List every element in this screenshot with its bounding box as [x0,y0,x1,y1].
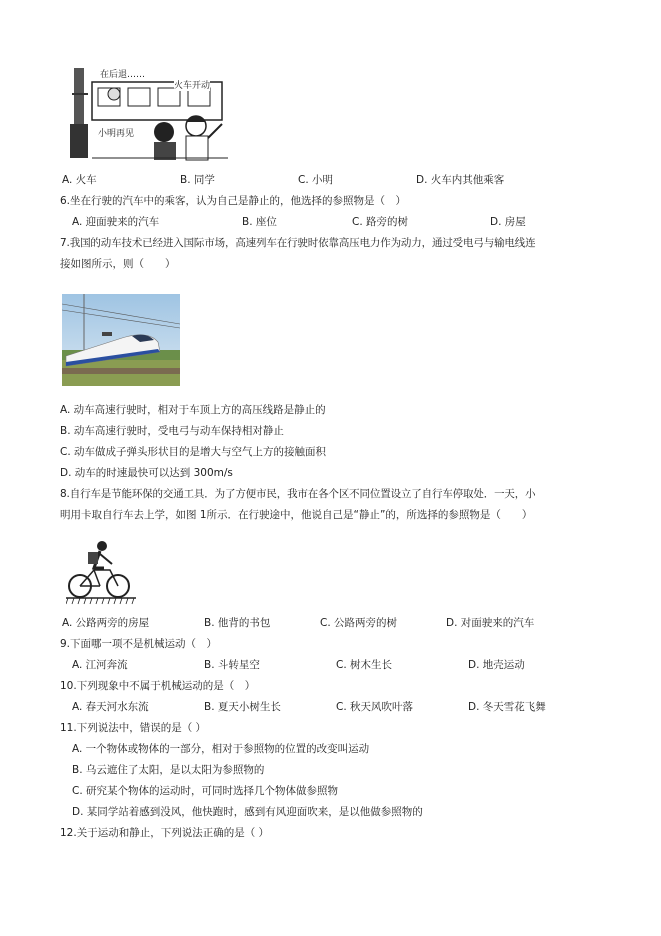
bullet-train-photo [62,294,180,386]
q9-option-b: B. 斗转星空 [204,659,260,671]
q11-option-d: D. 某同学站着感到没风，他快跑时，感到有风迎面吹来，是以他做参照物的 [72,806,423,818]
q8-option-b: B. 他背的书包 [204,617,271,629]
q5-option-d: D. 火车内其他乘客 [416,174,505,186]
cartoon-label-bye: 小明再见 [98,126,134,139]
q11-option-a: A. 一个物体或物体的一部分，相对于参照物的位置的改变叫运动 [72,743,370,755]
q10-stem: 10.下列现象中不属于机械运动的是（ ） [60,680,256,692]
q9-option-d: D. 地壳运动 [468,659,525,671]
q11-option-c: C. 研究某个物体的运动时，可同时选择几个物体做参照物 [72,785,339,797]
q11-option-b: B. 乌云遮住了太阳，是以太阳为参照物的 [72,764,265,776]
q8-option-a: A. 公路两旁的房屋 [62,617,150,629]
q6-option-a: A. 迎面驶来的汽车 [72,216,160,228]
q5-option-a: A. 火车 [62,174,97,186]
q8-stem-line2: 明用卡取自行车去上学，如图 1所示．在行驶途中，他说自己是“静止”的，所选择的参照物是（ ） [60,509,533,521]
q8-option-c: C. 公路两旁的树 [320,617,398,629]
q9-option-a: A. 江河奔流 [72,659,128,671]
q7-option-b: B. 动车高速行驶时，受电弓与动车保持相对静止 [60,425,284,437]
q10-option-b: B. 夏天小树生长 [204,701,281,713]
q5-option-b: B. 同学 [180,174,215,186]
cyclist-figure [66,540,136,606]
cartoon-label-train: 火车开动 [174,78,210,91]
q6-stem: 6.坐在行驶的汽车中的乘客，认为自己是静止的，他选择的参照物是（ ） [60,195,407,207]
q6-option-d: D. 房屋 [490,216,526,228]
bullet-train-figure [62,294,180,386]
q7-option-d: D. 动车的时速最快可以达到 300m/s [60,467,233,479]
q5-option-c: C. 小明 [298,174,334,186]
q11-stem: 11.下列说法中，错误的是（ ） [60,722,207,734]
q9-option-c: C. 树木生长 [336,659,393,671]
cyclist-drawing [66,540,136,606]
q8-stem-line1: 8.自行车是节能环保的交通工具．为了方便市民，我市在各个区不同位置设立了自行车停取处．一天，小 [60,488,536,500]
q7-option-a: A. 动车高速行驶时，相对于车顶上方的高压线路是静止的 [60,404,326,416]
q8-option-d: D. 对面驶来的汽车 [446,617,535,629]
train-cartoon-figure [68,64,228,162]
q7-stem-line1: 7.我国的动车技术已经进入国际市场，高速列车在行驶时依靠高压电力作为动力，通过受电弓与输电线连 [60,237,536,249]
cartoon-label-back: 在后退…… [100,67,145,80]
q10-option-a: A. 春天河水东流 [72,701,149,713]
q6-option-b: B. 座位 [242,216,277,228]
q6-option-c: C. 路旁的树 [352,216,409,228]
q12-stem: 12.关于运动和静止，下列说法正确的是（ ） [60,827,270,839]
q10-option-c: C. 秋天风吹叶落 [336,701,414,713]
q7-option-c: C. 动车做成子弹头形状目的是增大与空气上方的接触面积 [60,446,327,458]
q10-option-d: D. 冬天雪花飞舞 [468,701,546,713]
q7-stem-line2: 接如图所示，则（ ） [60,258,176,270]
q9-stem: 9.下面哪一项不是机械运动（ ） [60,638,218,650]
